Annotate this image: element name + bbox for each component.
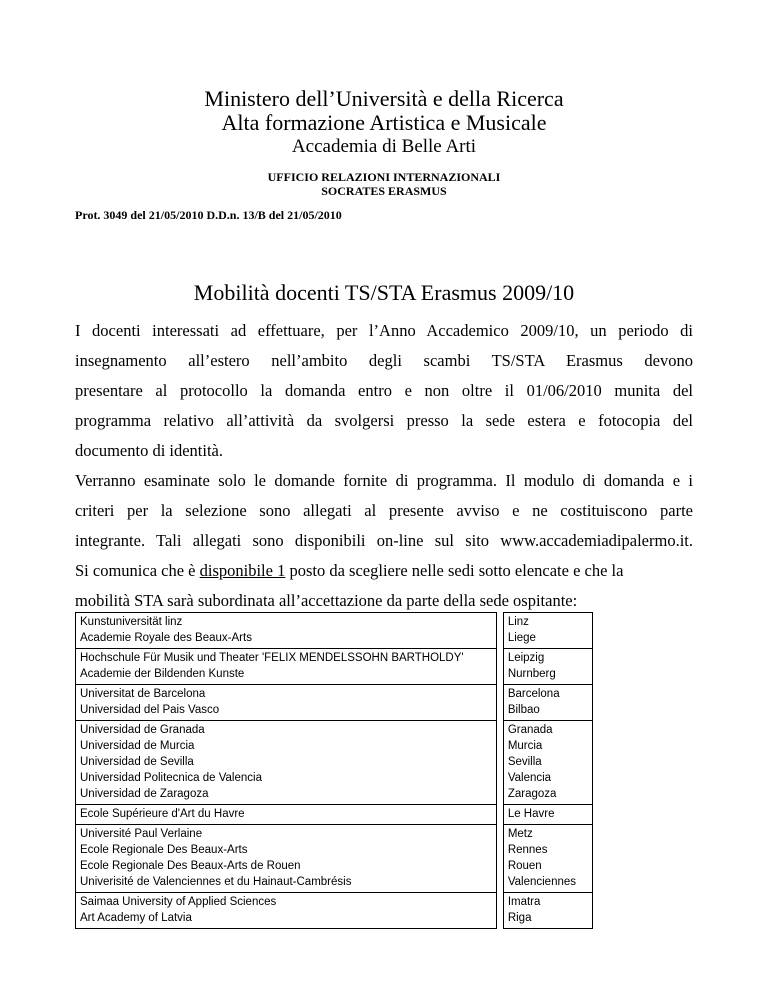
institution-group-row (76, 805, 593, 825)
city-names-cell (503, 825, 592, 893)
institution-group-row (76, 685, 593, 721)
institution-name: Academie Royale des Beaux-Arts (80, 632, 252, 644)
city-name: Leipzig (507, 652, 545, 664)
city-name: Barcelona (507, 688, 560, 700)
city-name: Zaragoza (507, 788, 557, 800)
city-names-cell (503, 721, 592, 805)
body-line: criteri per la selezione sono allegati al presente avviso e ne costituiscono parte (75, 501, 693, 520)
institution-group-row (76, 649, 593, 685)
institution-name: Ecole Regionale Des Beaux-Arts (80, 844, 248, 856)
city-name: Le Havre (507, 808, 555, 820)
city-name: Imatra (507, 896, 541, 908)
institution-group-row (76, 613, 593, 649)
city-name: Sevilla (507, 756, 542, 768)
institution-names-cell (76, 805, 497, 825)
institution-name: Universidad de Murcia (80, 740, 195, 752)
protocol-reference: Prot. 3049 del 21/05/2010 D.D.n. 13/B del 21/05/2010 (75, 208, 342, 222)
city-name: Bilbao (507, 704, 540, 716)
column-gap (496, 893, 503, 929)
institution-names-cell (76, 649, 497, 685)
city-name: Rouen (507, 860, 542, 872)
city-name: Valencia (507, 772, 552, 784)
column-gap (496, 825, 503, 893)
institution-names-cell (76, 721, 497, 805)
city-names-cell (503, 805, 592, 825)
institution-name: Universidad Politecnica de Valencia (80, 772, 262, 784)
institution-name: Hochschule Für Musik und Theater 'FELIX MENDELSSOHN BARTHOLDY' (80, 652, 464, 664)
office-heading: UFFICIO RELAZIONI INTERNAZIONALI (267, 170, 501, 184)
body-line: presentare al protocollo la domanda entro e non oltre il 01/06/2010 munita del (75, 381, 693, 400)
body-line: I docenti interessati ad effettuare, per l’Anno Accademico 2009/10, un periodo di (75, 321, 693, 340)
body-text-fragment: Si comunica che è (75, 561, 200, 580)
institution-names-cell (76, 685, 497, 721)
city-name: Linz (507, 616, 529, 628)
institution-group-row (76, 825, 593, 893)
institution-name: Universidad del Pais Vasco (80, 704, 220, 716)
institution-group-row (76, 721, 593, 805)
institution-name: Ecole Regionale Des Beaux-Arts de Rouen (80, 860, 301, 872)
city-name: Rennes (507, 844, 548, 856)
city-name: Murcia (507, 740, 543, 752)
city-name: Riga (507, 912, 532, 924)
document-title: Mobilità docenti TS/STA Erasmus 2009/10 (193, 280, 575, 305)
ministry-heading: Ministero dell’Università e della Ricerca (204, 86, 564, 111)
body-text-fragment: posto da scegliere nelle sedi sotto elencate e che la (285, 561, 624, 580)
institution-name: Universidad de Zaragoza (80, 788, 209, 800)
city-name: Metz (507, 828, 533, 840)
institution-names-cell (76, 893, 497, 929)
academy-heading: Accademia di Belle Arti (291, 136, 477, 157)
institution-name: Ecole Supérieure d'Art du Havre (80, 808, 245, 820)
institution-name: Universitat de Barcelona (80, 688, 206, 700)
institution-name: Art Academy of Latvia (80, 912, 192, 924)
institution-name: Université Paul Verlaine (80, 828, 203, 840)
body-paragraph (75, 316, 693, 616)
city-name: Valenciennes (507, 876, 577, 888)
column-gap (496, 649, 503, 685)
city-name: Nurnberg (507, 668, 556, 680)
body-line: integrante. Tali allegati sono disponibili on-line sul sito www.accademiadipalermo.it. (75, 531, 693, 550)
body-line: Verranno esaminate solo le domande fornite di programma. Il modulo di domanda e i (75, 471, 693, 490)
host-institutions-table (75, 612, 593, 929)
institution-name: Universidad de Granada (80, 724, 205, 736)
institution-names-cell (76, 613, 497, 649)
city-names-cell (503, 649, 592, 685)
city-names-cell (503, 613, 592, 649)
body-line: mobilità STA sarà subordinata all’accettazione da parte della sede ospitante: (75, 591, 578, 610)
institution-name: Academie der Bildenden Kunste (80, 668, 245, 680)
city-names-cell (503, 685, 592, 721)
institution-name: Saimaa University of Applied Sciences (80, 896, 277, 908)
city-names-cell (503, 893, 592, 929)
column-gap (496, 613, 503, 649)
city-name: Liege (507, 632, 536, 644)
availability-underlined: disponibile 1 (199, 561, 286, 580)
institution-name: Universidad de Sevilla (80, 756, 194, 768)
column-gap (496, 685, 503, 721)
column-gap (496, 721, 503, 805)
institution-names-cell (76, 825, 497, 893)
body-line: programma relativo all’attività da svolgersi presso la sede estera e fotocopia del (75, 411, 693, 430)
body-line: insegnamento all’estero nell’ambito degli scambi TS/STA Erasmus devono (75, 351, 693, 370)
institution-name: Kunstuniversität linz (80, 616, 183, 628)
body-line (75, 556, 693, 586)
column-gap (496, 805, 503, 825)
program-heading: SOCRATES ERASMUS (321, 184, 447, 198)
city-name: Granada (507, 724, 553, 736)
institution-name: Univerisité de Valenciennes et du Hainaut-Cambrésis (80, 876, 352, 888)
body-line: documento di identità. (75, 441, 224, 460)
institution-group-row (76, 893, 593, 929)
afam-heading: Alta formazione Artistica e Musicale (221, 110, 547, 135)
